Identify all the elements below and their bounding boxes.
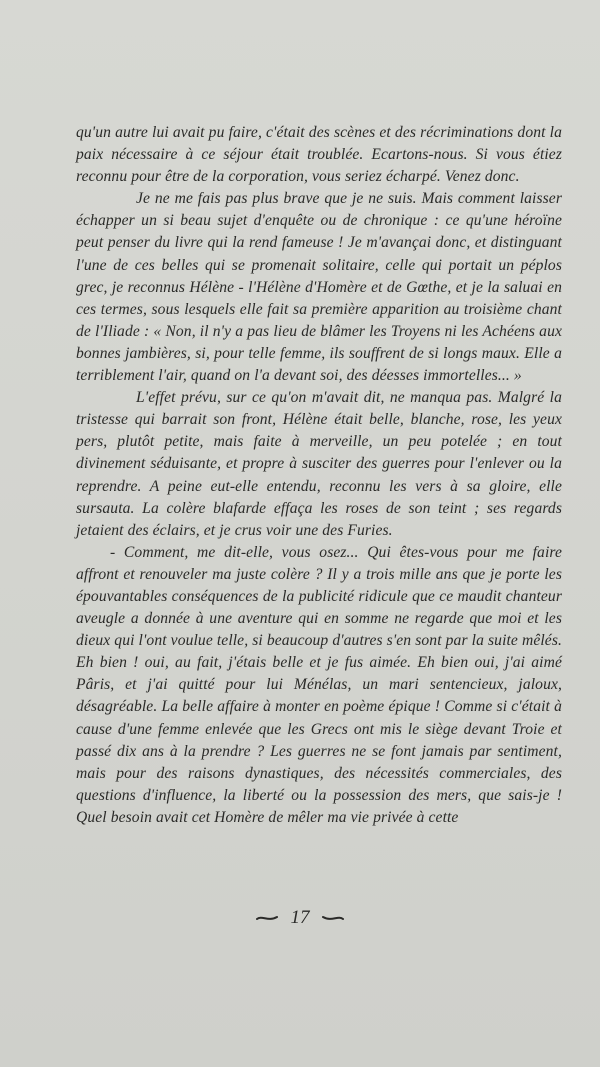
paragraph-effect: L'effet prévu, sur ce qu'on m'avait dit, ne manqua pas. Malgré la tristesse qui barrait son front, Hélène était belle, blanche, rose, les yeux pers, plutôt petite, mais faite à merveille, un peu potelée ; en tout divinement séduisante, et propre à susciter des guerres pour l'enlever ou la reprendre. A peine eut-elle entendu, reconnu les vers à sa gloire, elle sursauta. La colère blafarde effaça les roses de son teint ; ses regards jetaient des éclairs, et je crus voir une des Furies. bbox=[76, 389, 562, 539]
body-text bbox=[76, 122, 562, 829]
page-footer bbox=[0, 906, 600, 929]
paragraph-continuation: qu'un autre lui avait pu faire, c'était des scènes et des récriminations dont la paix nécessaire à ce séjour était troublée. Ecartons-nous. Si vous étiez reconnu pour être de la corporation, vous seriez écharpé. Venez donc. bbox=[76, 124, 562, 186]
paragraph-helene-speech: - Comment, me dit-elle, vous osez... Qui êtes-vous pour me faire affront et renouveler ma juste colère ? Il y a trois mille ans que je porte les épouvantables conséquences de la publicité ridicule que ce maudit chanteur aveugle a donnée à une aventure qui en somme ne regarde que moi et les dieux qui l'ont voulue telle, si beaucoup d'autres s'en sont par la suite mêlés. Eh bien ! oui, au fait, j'étais belle et je fus aimée. Eh bien oui, j'ai aimé Pâris, et j'ai quitté pour lui Ménélas, un mari sentencieux, jaloux, désagréable. La belle affaire à monter en poème épique ! Comme si c'était à cause d'une femme enlevée que les Grecs ont mis le siège devant Troie et passé dix ans à la prendre ? Les guerres ne se font jamais par sentiment, mais pour des raisons dynastiques, des nécessités commerciales, des questions d'influence, la liberté ou la possession des mers, que sais-je ! Quel besoin avait cet Homère de mêler ma vie privée à cette bbox=[76, 543, 562, 826]
page-number: 17 bbox=[290, 906, 310, 928]
right-ornament-icon bbox=[322, 913, 344, 923]
paragraph-helene-meeting: Je ne me fais pas plus brave que je ne suis. Mais comment laisser échapper un si beau sujet d'enquête ou de chronique : ce qu'une héroïne peut penser du livre qui la rend fameuse ! Je m'avançai donc, et distinguant l'une de ces belles qui se promenait solitaire, celle qui portait un péplos grec, je reconnus Hélène - l'Hélène d'Homère et de Gœthe, et je la saluai en ces termes, sous lesquels elle fait sa première apparition au troisième chant de l'Iliade : « Non, il n'y a pas lieu de blâmer les Troyens ni les Achéens aux bonnes jambières, si, pour telle femme, ils souffrent de si longs maux. Elle a terriblement l'air, quand on l'a devant soi, des déesses immortelles... » bbox=[76, 190, 562, 385]
left-ornament-icon bbox=[256, 913, 278, 923]
